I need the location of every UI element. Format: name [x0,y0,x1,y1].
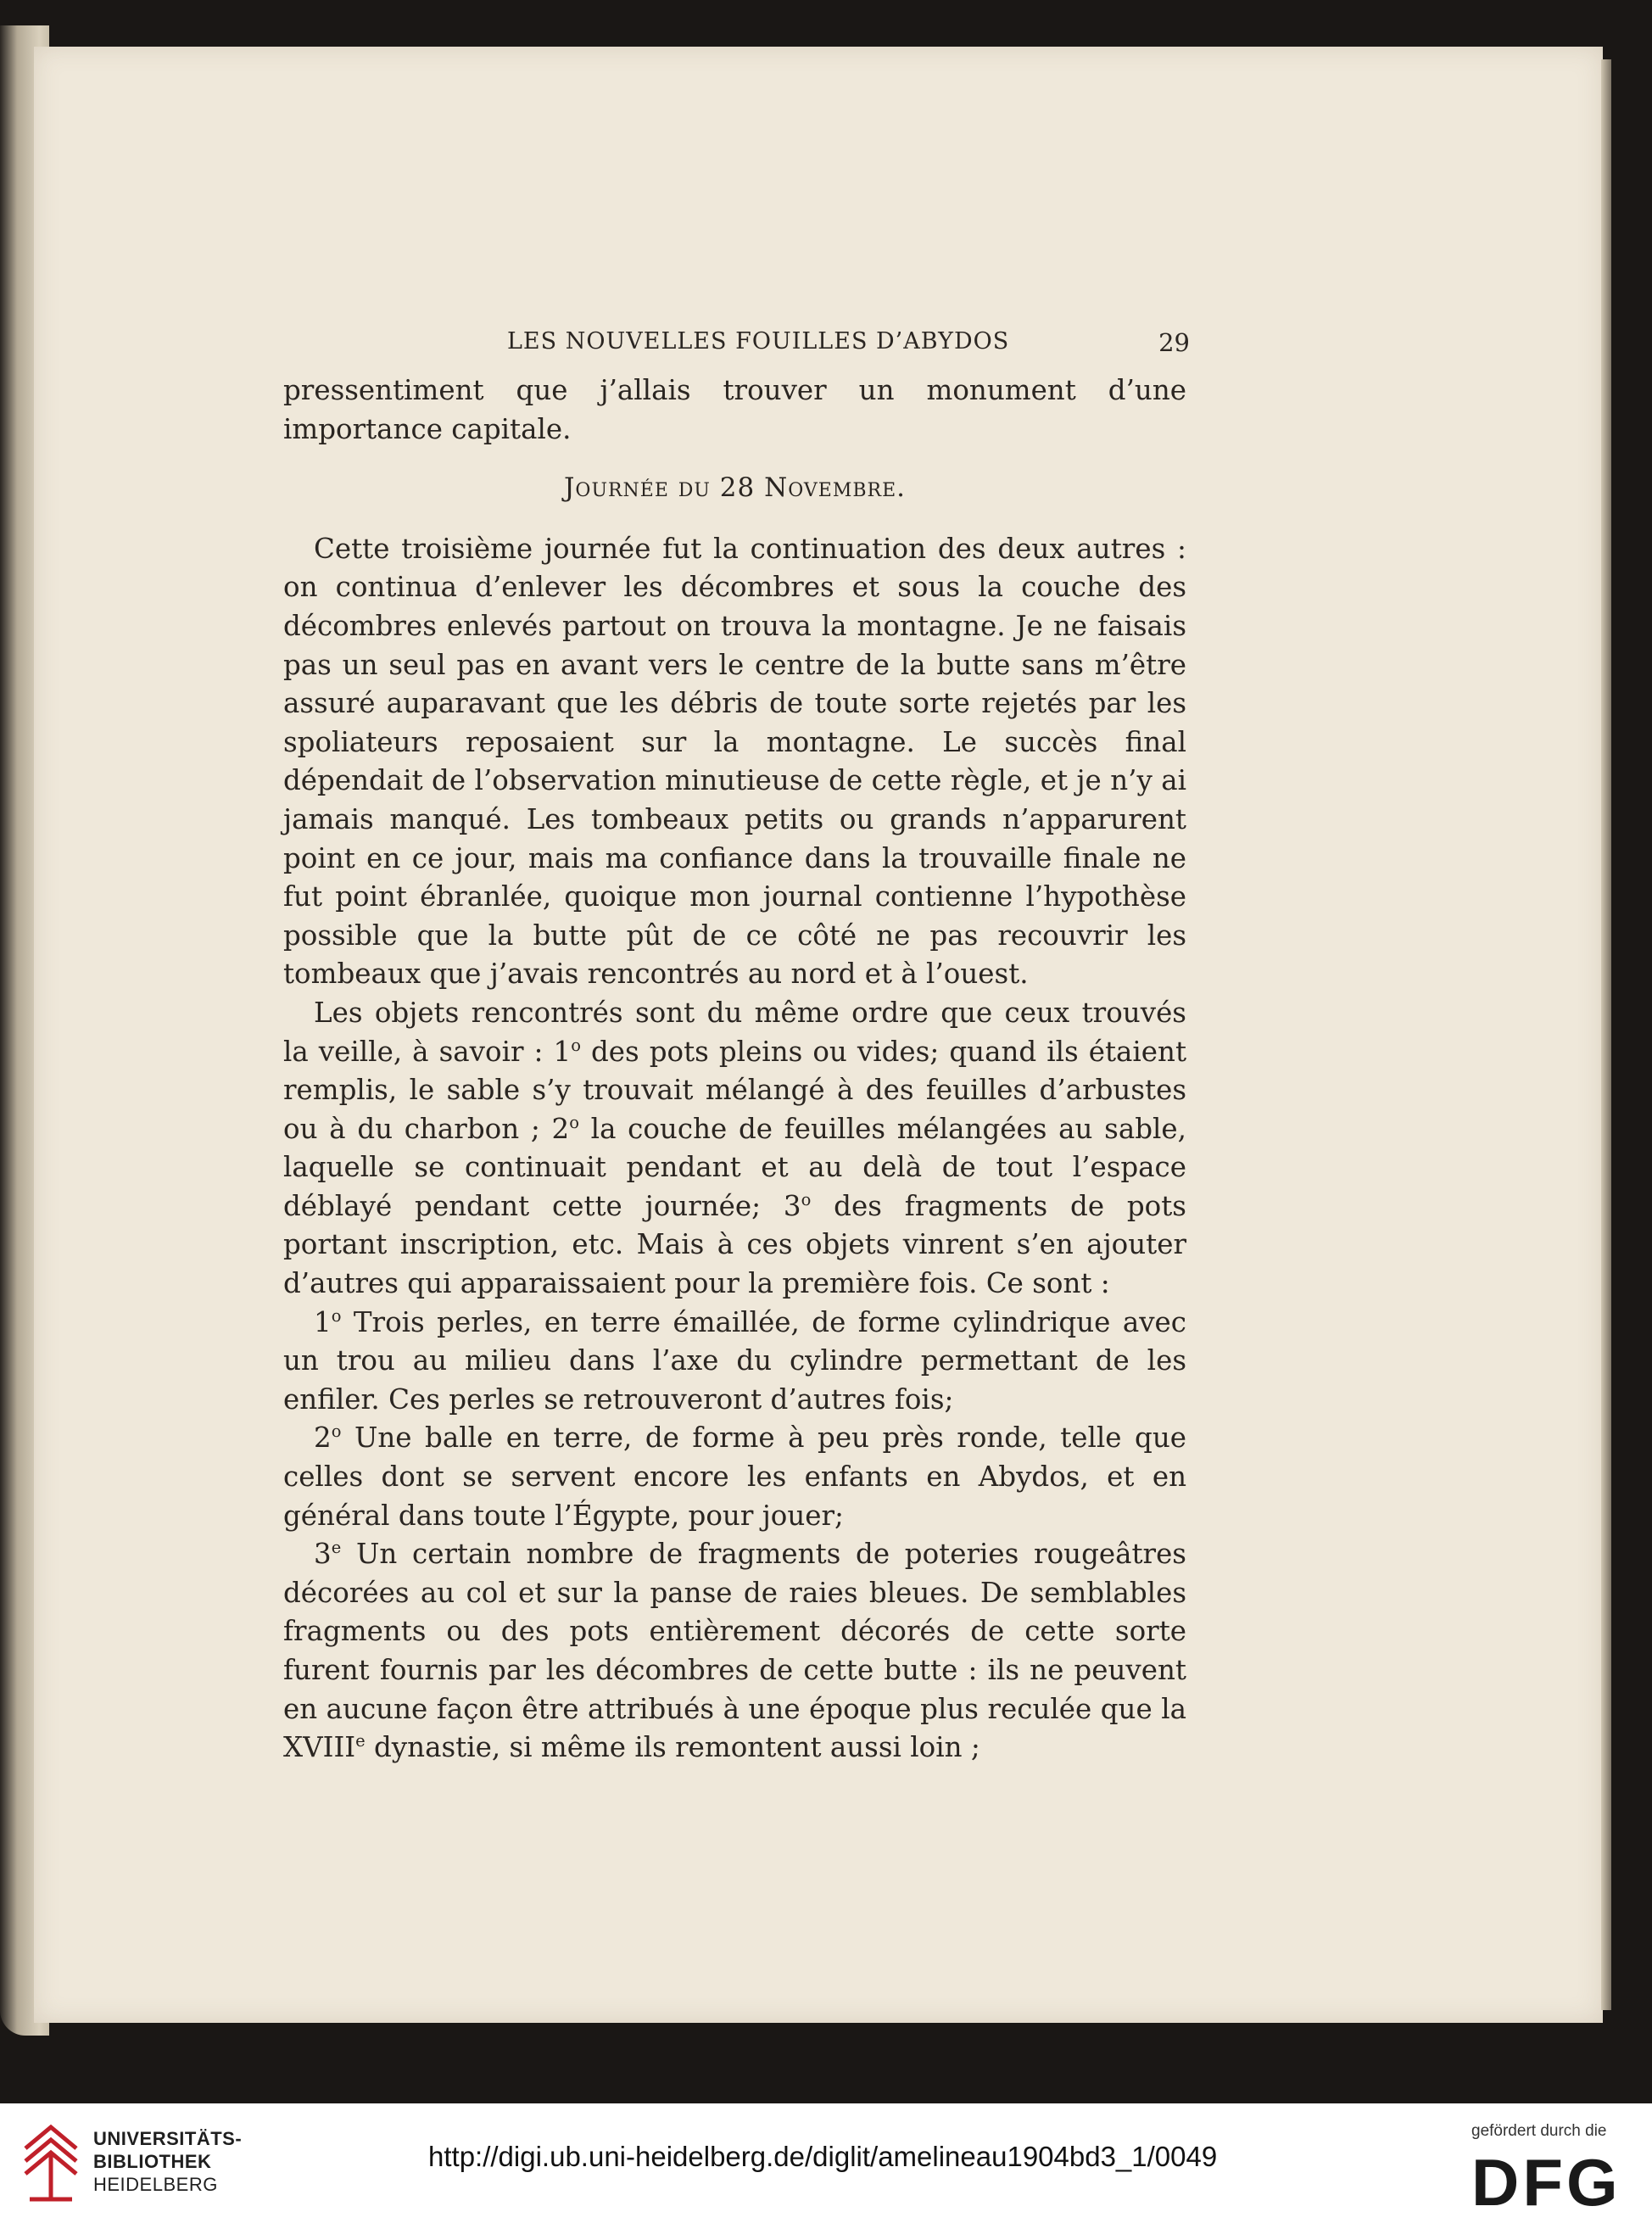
dfg-logo-icon[interactable] [1467,2146,1628,2214]
paragraph-intro: pressentiment que j’allais trouver un monument d’une importance capitale. [283,374,1186,445]
section-heading: Journée du 28 Novembre. [563,472,907,504]
paragraph: Les objets rencontrés sont du même ordre que ceux trouvés la veille, à savoir : 1$^o$ des pots pleins ou vides; quand ils étaient remplis, le sable s’y trouvait mélangé à des feuilles d’arbustes ou à du charbon ; 2$^o$ la couche de feuilles mélangées au sable, laquelle se continuait pendant et au delà de tout l’espace déblayé pendant cette journée; 3$^o$ des fragments de pots portant inscription, etc. Mais à ces objets vinrent s’en ajouter d’autres qui apparaissaient pour la première fois. Ce sont : [283,996,1187,1300]
paragraph: Cette troisième journée fut la continuation des deux autres : on continua d’enlever les décombres et sous la couche des décombres enlevés partout on trouva la montagne. Je ne faisais pas un seul pas en avant vers le centre de la butte sans m’être assuré auparavant que les débris de toute sorte rejetés par les spoliateurs reposaient sur la montagne. Le succès final dépendait de l’observation minutieuse de cette règle, et je n’y ai jamais manqué. Les tombeaux petits ou grands n’apparurent point en ce jour, mais ma confiance dans la trouvaille finale ne fut point ébranlée, quoique mon journal contienne l’hypothèse possible que la butte pût de ce côté ne pas recouvrir les tombeaux que j’avais rencontrés au nord et à l’ouest. [283,532,1186,991]
funding-text: gefördert durch die [1471,2122,1607,2140]
library-name[interactable]: UNIVERSITÄTS- BIBLIOTHEK HEIDELBERG [93,2128,243,2195]
list-item: 3e Un certain nombre de fragments de poteries rougeâtres décorées au col et sur la panse de raies bleues. De semblables fragments ou des pots entièrement décorés de cette sorte furent fournis par les décombres de cette butte : ils ne peuvent en aucune façon être attribués à une époque plus reculée que la XVIIIe dynastie, si même ils remontent aussi loin ; [283,1538,1186,1764]
running-header [278,328,1190,366]
list-item: 2$^o$ Une balle en terre, de forme à peu près ronde, telle que celles dont se servent encore les enfants en Abydos, et en général dans toute l’Égypte, pour jouer; [283,1421,1186,1532]
page-edge [1601,59,1611,2010]
running-title: LES NOUVELLES FOUILLES D’ABYDOS [507,328,1010,355]
library-logo-icon[interactable] [17,2119,85,2203]
svg-text:DFG: DFG [1471,2146,1621,2214]
list-item: 1$^o$ Trois perles, en terre émaillée, de forme cylindrique avec un trou au milieu dans l’axe du cylindre permettant de les enfiler. Ces perles se retrouveront d’autres fois; [283,1305,1186,1416]
body-text [283,371,1186,1768]
permalink-url[interactable]: http://digi.ub.uni-heidelberg.de/diglit/amelineau1904bd3_1/0049 [428,2141,1218,2172]
footer-bar [0,2103,1652,2223]
page-number: 29 [1158,328,1190,357]
